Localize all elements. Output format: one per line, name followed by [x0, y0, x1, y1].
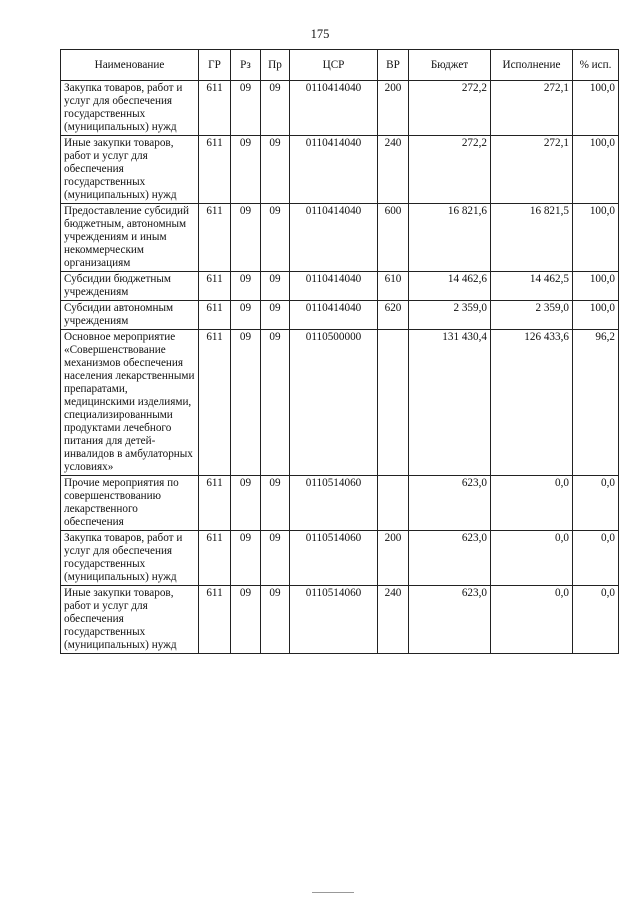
table-row: [61, 531, 619, 586]
cell-name: Субсидии автономным учреждениям: [61, 301, 199, 330]
header-csr: ЦСР: [290, 50, 378, 81]
table-row: [61, 136, 619, 204]
cell-rz: 09: [231, 476, 261, 531]
cell-csr: 0110514060: [290, 531, 378, 586]
cell-vr: 600: [378, 204, 409, 272]
cell-execution: 272,1: [491, 136, 573, 204]
cell-rz: 09: [231, 81, 261, 136]
cell-percent: 100,0: [573, 81, 619, 136]
cell-budget: 14 462,6: [409, 272, 491, 301]
cell-rz: 09: [231, 301, 261, 330]
cell-percent: 0,0: [573, 586, 619, 654]
cell-vr: [378, 476, 409, 531]
cell-pr: 09: [261, 81, 290, 136]
cell-execution: 0,0: [491, 586, 573, 654]
cell-name: Субсидии бюджетным учреждениям: [61, 272, 199, 301]
footer-rule: [312, 892, 354, 893]
table-row: [61, 272, 619, 301]
cell-rz: 09: [231, 272, 261, 301]
cell-budget: 623,0: [409, 476, 491, 531]
table-row: [61, 330, 619, 476]
cell-percent: 0,0: [573, 476, 619, 531]
cell-pr: 09: [261, 301, 290, 330]
cell-pr: 09: [261, 204, 290, 272]
cell-vr: 200: [378, 531, 409, 586]
cell-rz: 09: [231, 204, 261, 272]
cell-csr: 0110414040: [290, 204, 378, 272]
cell-rz: 09: [231, 531, 261, 586]
header-gr: ГР: [199, 50, 231, 81]
cell-pr: 09: [261, 586, 290, 654]
cell-execution: 272,1: [491, 81, 573, 136]
cell-vr: [378, 330, 409, 476]
header-budget: Бюджет: [409, 50, 491, 81]
cell-percent: 100,0: [573, 136, 619, 204]
cell-budget: 131 430,4: [409, 330, 491, 476]
cell-rz: 09: [231, 136, 261, 204]
header-vr: ВР: [378, 50, 409, 81]
cell-vr: 240: [378, 136, 409, 204]
cell-name: Основное мероприятие «Совершенствование механизмов обеспечения населения лекарственными препаратами, медицинскими изделиями, специализированными продуктами лечебного питания для детей-инвалидов в амбулаторных условиях»: [61, 330, 199, 476]
cell-pr: 09: [261, 531, 290, 586]
cell-rz: 09: [231, 330, 261, 476]
cell-percent: 100,0: [573, 204, 619, 272]
cell-name: Прочие мероприятия по совершенствованию лекарственного обеспечения: [61, 476, 199, 531]
cell-name: Иные закупки товаров, работ и услуг для обеспечения государственных (муниципальных) нужд: [61, 136, 199, 204]
cell-percent: 0,0: [573, 531, 619, 586]
cell-execution: 14 462,5: [491, 272, 573, 301]
cell-csr: 0110514060: [290, 586, 378, 654]
cell-pr: 09: [261, 330, 290, 476]
cell-vr: 610: [378, 272, 409, 301]
table-header: [61, 50, 619, 81]
cell-gr: 611: [199, 272, 231, 301]
table-row: [61, 204, 619, 272]
header-rz: Рз: [231, 50, 261, 81]
cell-csr: 0110414040: [290, 301, 378, 330]
cell-csr: 0110414040: [290, 272, 378, 301]
cell-budget: 16 821,6: [409, 204, 491, 272]
budget-execution-table: [60, 49, 619, 654]
cell-rz: 09: [231, 586, 261, 654]
cell-execution: 16 821,5: [491, 204, 573, 272]
cell-execution: 0,0: [491, 476, 573, 531]
table-row: [61, 586, 619, 654]
cell-budget: 623,0: [409, 586, 491, 654]
header-execution: Исполнение: [491, 50, 573, 81]
cell-execution: 2 359,0: [491, 301, 573, 330]
page-number: 175: [310, 27, 330, 41]
cell-percent: 96,2: [573, 330, 619, 476]
cell-name: Предоставление субсидий бюджетным, автономным учреждениям и иным некоммерческим организациям: [61, 204, 199, 272]
cell-csr: 0110414040: [290, 136, 378, 204]
table-row: [61, 81, 619, 136]
cell-gr: 611: [199, 204, 231, 272]
cell-gr: 611: [199, 136, 231, 204]
cell-gr: 611: [199, 81, 231, 136]
header-row: [61, 50, 619, 81]
cell-csr: 0110514060: [290, 476, 378, 531]
cell-pr: 09: [261, 136, 290, 204]
cell-execution: 0,0: [491, 531, 573, 586]
cell-budget: 2 359,0: [409, 301, 491, 330]
cell-name: Закупка товаров, работ и услуг для обеспечения государственных (муниципальных) нужд: [61, 531, 199, 586]
cell-csr: 0110500000: [290, 330, 378, 476]
cell-gr: 611: [199, 301, 231, 330]
cell-gr: 611: [199, 330, 231, 476]
header-name: Наименование: [61, 50, 199, 81]
cell-percent: 100,0: [573, 301, 619, 330]
cell-vr: 620: [378, 301, 409, 330]
table-row: [61, 301, 619, 330]
cell-vr: 200: [378, 81, 409, 136]
cell-name: Закупка товаров, работ и услуг для обеспечения государственных (муниципальных) нужд: [61, 81, 199, 136]
cell-execution: 126 433,6: [491, 330, 573, 476]
table-body: [61, 81, 619, 654]
cell-pr: 09: [261, 272, 290, 301]
cell-percent: 100,0: [573, 272, 619, 301]
cell-pr: 09: [261, 476, 290, 531]
cell-gr: 611: [199, 476, 231, 531]
header-pr: Пр: [261, 50, 290, 81]
table-row: [61, 476, 619, 531]
cell-budget: 272,2: [409, 136, 491, 204]
cell-gr: 611: [199, 586, 231, 654]
cell-csr: 0110414040: [290, 81, 378, 136]
cell-budget: 272,2: [409, 81, 491, 136]
header-percent: % исп.: [573, 50, 619, 81]
cell-name: Иные закупки товаров, работ и услуг для обеспечения государственных (муниципальных) нужд: [61, 586, 199, 654]
cell-budget: 623,0: [409, 531, 491, 586]
cell-vr: 240: [378, 586, 409, 654]
cell-gr: 611: [199, 531, 231, 586]
